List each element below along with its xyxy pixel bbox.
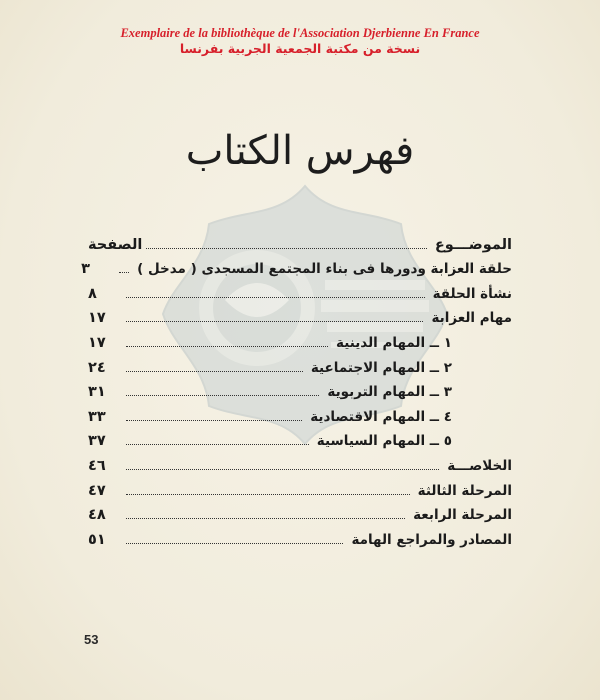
toc-entry	[88, 326, 512, 351]
toc-entry-page: ١٧	[88, 310, 106, 327]
toc-entry	[88, 474, 512, 499]
toc-entry-page: ٣٣	[88, 408, 106, 425]
page-number: 53	[84, 632, 99, 647]
toc-topic-header: الموضـــوع	[434, 236, 512, 253]
dot-leader	[126, 494, 410, 495]
dot-leader	[126, 395, 319, 396]
toc-page-header: الصفحة	[88, 236, 143, 253]
toc-entry-title: ٣ ــ المهام التربوية	[327, 384, 452, 401]
library-stamp-french: Exemplaire de la bibliothèque de l'Association Djerbienne En France	[120, 26, 480, 40]
dot-leader	[126, 297, 425, 298]
toc-entry-title: ٤ ــ المهام الاقتصادية	[310, 408, 452, 425]
dot-leader	[126, 469, 439, 470]
toc-entry-title: المرحلة الثالثة	[417, 482, 512, 499]
toc-entry	[88, 449, 512, 474]
toc-entry-page: ٤٧	[88, 482, 106, 499]
toc-entry-title: المصادر والمراجع الهامة	[351, 531, 512, 548]
toc-entry	[88, 351, 512, 376]
toc-entry-title: الخلاصـــة	[447, 457, 512, 474]
toc-entry-page: ١٧	[88, 334, 106, 351]
toc-entry-title: نشأة الحلقة	[432, 285, 512, 302]
toc-entry-title: المرحلة الرابعة	[413, 507, 512, 524]
dot-leader	[126, 420, 302, 421]
page-title: فهرس الكتاب	[185, 128, 415, 174]
toc-entry-title: ١ ــ المهام الدينية	[336, 334, 452, 351]
toc-entry-title: ٢ ــ المهام الاجتماعية	[310, 359, 452, 376]
dot-leader	[119, 272, 129, 273]
table-of-contents	[81, 228, 512, 548]
dot-leader	[146, 248, 427, 249]
toc-entry	[88, 400, 512, 425]
toc-entry	[88, 302, 512, 327]
dot-leader	[126, 543, 343, 544]
toc-entry-page: ٤٨	[88, 507, 106, 524]
toc-entry	[88, 277, 512, 302]
toc-entry	[88, 523, 512, 548]
toc-entry	[88, 499, 512, 524]
toc-entry-title: مهام العزابة	[431, 310, 512, 327]
toc-entry-page: ٣١	[88, 384, 106, 401]
toc-entry-page: ٢٤	[88, 359, 106, 376]
library-stamp-arabic: نسخة من مكتبة الجمعية الجربية بفرنسا	[179, 41, 421, 56]
toc-entry-page: ٣	[81, 261, 90, 278]
toc-entry-page: ٨	[88, 285, 97, 302]
toc-header-row	[88, 228, 512, 253]
dot-leader	[126, 518, 405, 519]
dot-leader	[126, 444, 309, 445]
toc-entry	[81, 253, 512, 278]
toc-entry-title: حلقة العزابة ودورها فى بناء المجتمع المسجدى ( مدخل )	[137, 261, 512, 278]
toc-entry-page: ٤٦	[88, 457, 106, 474]
dot-leader	[126, 321, 423, 322]
toc-entry-page: ٣٧	[88, 433, 106, 450]
dot-leader	[126, 371, 303, 372]
toc-entry	[88, 376, 512, 401]
dot-leader	[126, 346, 328, 347]
toc-entry-title: ٥ ــ المهام السياسية	[316, 433, 452, 450]
toc-entry-page: ٥١	[88, 531, 106, 548]
toc-entry	[88, 425, 512, 450]
